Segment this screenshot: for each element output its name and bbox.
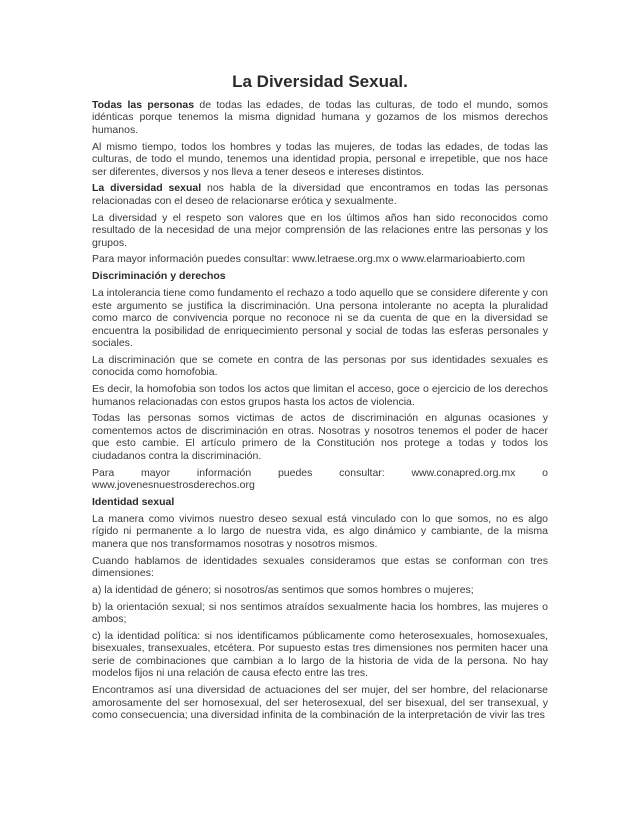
document-body xyxy=(92,72,548,726)
word: Para xyxy=(92,466,115,479)
section-heading-identidad: Identidad sexual xyxy=(92,495,175,508)
word: o xyxy=(542,466,548,479)
spread-line xyxy=(92,467,548,479)
section-heading-discriminacion: Discriminación y derechos xyxy=(92,270,226,283)
word: puedes xyxy=(277,466,313,479)
paragraph-text: de todas las edades, de todas las culturas, de todo el mundo, somos idénticas porque tenemos la misma dignidad humana y gozamos de los mismos derechos humanos. xyxy=(92,99,548,136)
paragraph xyxy=(92,182,548,207)
paragraph: Al mismo tiempo, todos los hombres y todas las mujeres, de todas las edades, de todas las culturas, de todo el mundo, tenemos una identidad propia, personal e irrepetible, que nos hace ser diferentes, diversos y nos lleva a tener deseos e intereses distintos. xyxy=(92,140,548,178)
bold-lead: La diversidad sexual xyxy=(92,182,202,195)
paragraph: Encontramos así una diversidad de actuaciones del ser mujer, del ser hombre, del relacionarse amorosamente del ser homosexual, del ser heterosexual, del ser bisexual, del ser transexual, y como consecuencia; una diversidad infinita de la combinación de la interpretación de vivir las tres xyxy=(92,684,548,721)
paragraph: La manera como vivimos nuestro deseo sexual está vinculado con lo que somos, no es algo rígido ni permanente a lo largo de nuestra vida, es algo dinámico y cambiante, de la misma manera que nos transformamos nosotras y nosotros mismos. xyxy=(92,512,548,550)
url-text: www.jovenesnuestrosderechos.org xyxy=(92,478,255,491)
paragraph-text: nos habla de la diversidad que encontramos en todas las personas relacionadas con el deseo de relacionarse erótica y sexualmente. xyxy=(92,182,548,207)
word: información xyxy=(196,466,252,479)
document-title: La Diversidad Sexual. xyxy=(232,72,408,91)
paragraph xyxy=(92,99,548,136)
paragraph: Cuando hablamos de identidades sexuales consideramos que estas se conforman con tres dimensiones: xyxy=(92,554,548,579)
paragraph: c) la identidad política: si nos identificamos públicamente como heterosexuales, homosexuales, bisexuales, transexuales, etcétera. Por supuesto estas tres dimensiones nos permiten hacer una serie de combinaciones que cambian a lo largo de la historia de vida de la persona. No hay modelos fijos ni una relación de causa efecto entre las tres. xyxy=(92,630,548,680)
paragraph: La discriminación que se comete en contra de las personas por sus identidades sexuales es conocida como homofobia. xyxy=(92,353,548,379)
word: mayor xyxy=(140,466,171,479)
paragraph: b) la orientación sexual; si nos sentimos atraídos sexualmente hacia los hombres, las mujeres o ambos; xyxy=(92,600,548,626)
url-text: www.conapred.org.mx xyxy=(411,466,516,479)
paragraph: Es decir, la homofobia son todos los actos que limitan el acceso, goce o ejercicio de los derechos humanos relacionadas con estos grupos hasta los actos de violencia. xyxy=(92,383,548,408)
paragraph: a) la identidad de género; si nosotros/as sentimos que somos hombres o mujeres; xyxy=(92,583,474,596)
bold-lead: Todas las personas xyxy=(92,99,195,111)
paragraph: Para mayor información puedes consultar: www.letraese.org.mx o www.elarmarioabierto.com xyxy=(92,253,526,266)
paragraph-consult-links xyxy=(92,467,548,492)
paragraph: La diversidad y el respeto son valores que en los últimos años han sido reconocidos como resultado de la necesidad de una mejor comprensión de las relaciones entre las personas y los grupos. xyxy=(92,211,548,249)
paragraph: La intolerancia tiene como fundamento el rechazo a todo aquello que se considere diferente y con este argumento se justifica la discriminación. Una persona intolerante no acepta la pluralidad como marco de convivencia porque no reconoce ni se da cuenta de que en la diversidad se encuentra la posibilidad de enriquecimiento personal y social de todas las esferas personales y sociales. xyxy=(92,287,548,349)
word: consultar: xyxy=(339,466,385,479)
paragraph: Todas las personas somos victimas de actos de discriminación en algunas ocasiones y comentemos actos de discriminación en otras. Nosotras y nosotros tenemos el poder de hacer que esto cambie. El artículo primero de la Constitución nos protege a todas y todos los ciudadanos contra la discriminación. xyxy=(92,412,548,462)
